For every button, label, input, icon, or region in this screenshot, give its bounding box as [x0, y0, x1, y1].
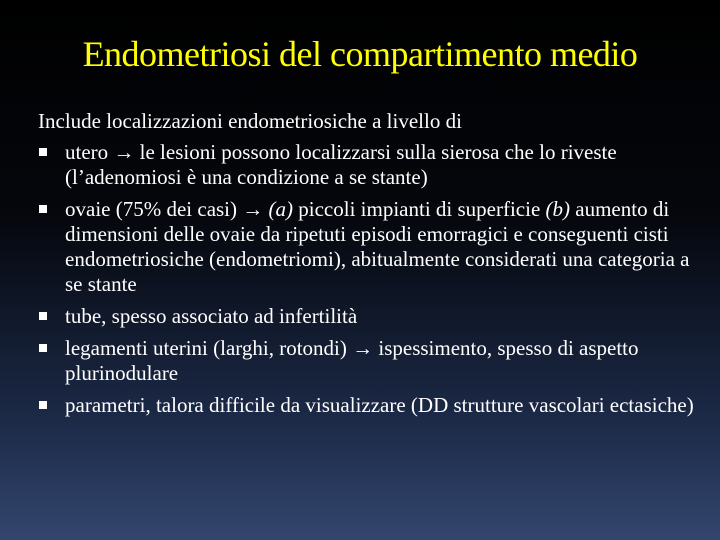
- bullet-text: tube, spesso associato ad infertilità: [65, 304, 358, 328]
- bullet-item-legamenti: [38, 336, 698, 386]
- square-bullet-icon: [39, 312, 47, 320]
- bullet-text: legamenti uterini (larghi, rotondi) → ispessimento, spesso di aspetto plurinodulare: [65, 336, 639, 385]
- bullet-text-part: ovaie (75% dei casi) →: [65, 197, 269, 221]
- slide-title: Endometriosi del compartimento medio: [82, 34, 638, 74]
- bullet-text-part: aumento di dimensioni delle ovaie da ripetuti episodi emorragici e conseguenti cisti endometriosiche (endometriomi), abitualmente considerati una categoria a se stante: [65, 197, 690, 296]
- bullet-text: utero → le lesioni possono localizzarsi sulla sierosa che lo riveste (l’adenomiosi è una condizione a se stante): [65, 140, 617, 189]
- square-bullet-icon: [39, 205, 47, 213]
- bullet-text: parametri, talora difficile da visualizzare (DD strutture vascolari ectasiche): [65, 393, 694, 417]
- bullet-text-italic: (b): [545, 197, 571, 221]
- square-bullet-icon: [39, 401, 47, 409]
- bullet-text-part: piccoli impianti di superficie: [293, 197, 546, 221]
- bullet-item-ovaie: [38, 197, 698, 297]
- square-bullet-icon: [39, 344, 47, 352]
- bullet-item-utero: [38, 140, 698, 190]
- bullet-item-parametri: [38, 393, 698, 418]
- intro-text: Include localizzazioni endometriosiche a livello di: [38, 109, 462, 133]
- bullet-list: [38, 140, 698, 418]
- bullet-item-tube: [38, 304, 698, 329]
- slide-body: [38, 109, 698, 425]
- square-bullet-icon: [39, 148, 47, 156]
- bullet-text-italic: (a): [268, 197, 294, 221]
